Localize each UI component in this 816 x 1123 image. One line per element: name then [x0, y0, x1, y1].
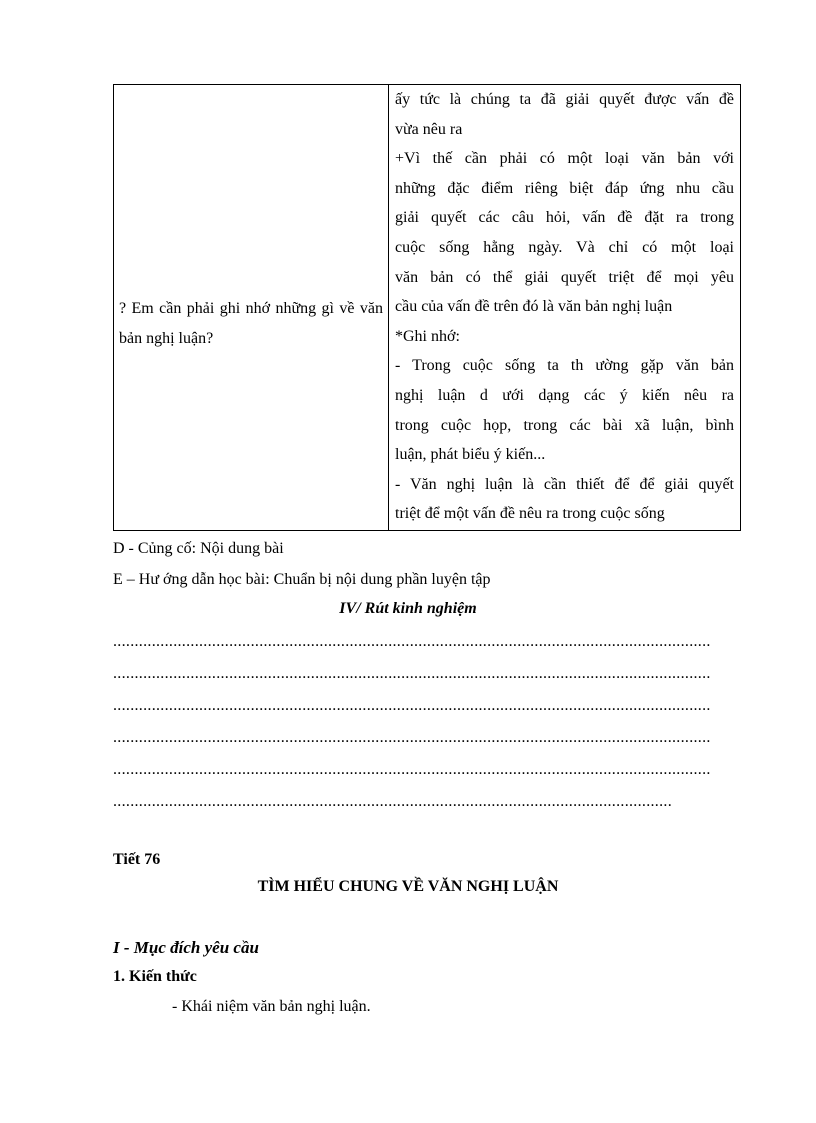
answer-line: những đặc điểm riêng biệt đáp ứng nhu cầu [395, 179, 734, 197]
section-purpose-heading: I - Mục đích yêu cầu [113, 938, 259, 957]
lesson-number: Tiết 76 [113, 851, 161, 868]
lesson-title: TÌM HIỂU CHUNG VỀ VĂN NGHỊ LUẬN [257, 878, 559, 895]
answer-cell [389, 85, 741, 531]
dotted-line: .................................................................................................................................. [113, 794, 672, 810]
homework-line: E – Hư ớng dẫn học bài: Chuẩn bị nội dung phần luyện tập [113, 571, 491, 588]
subsection-knowledge-heading: 1. Kiến thức [113, 968, 197, 985]
dotted-line: ........................................................................................................................................... [113, 698, 711, 714]
dotted-line: ........................................................................................................................................... [113, 634, 711, 650]
answer-line: triệt để một vấn đề nêu ra trong cuộc sống [395, 505, 665, 523]
answer-line: giải quyết các câu hỏi, vấn đề đặt ra trong [395, 209, 734, 227]
answer-line: nghị luận d ưới dạng các ý kiến nêu ra [395, 386, 734, 404]
experience-heading: IV/ Rút kinh nghiệm [339, 600, 477, 617]
answer-text [389, 85, 740, 529]
dotted-line: ........................................................................................................................................... [113, 730, 711, 746]
question-text: ? Em cần phải ghi nhớ những gì về văn bản nghị luận? [119, 300, 383, 347]
answer-line: ấy tức là chúng ta đã giải quyết được vấn đề [395, 91, 734, 108]
knowledge-item: - Khái niệm văn bản nghị luận. [172, 998, 371, 1015]
dotted-line: ........................................................................................................................................... [113, 666, 711, 682]
question-cell [114, 85, 389, 531]
answer-line: +Vì thế cần phải có một loại văn bản với [395, 150, 734, 168]
answer-line: - Trong cuộc sống ta th ường gặp văn bản [395, 357, 734, 375]
answer-line: trong cuộc họp, trong các bài xã luận, bình [395, 416, 734, 434]
answer-line: - Văn nghị luận là cần thiết để để giải quyết [395, 475, 734, 493]
qa-table [113, 84, 741, 531]
table-row [114, 85, 741, 531]
answer-line: cầu của vấn đề trên đó là văn bản nghị luận [395, 298, 673, 316]
answer-line: văn bản có thể giải quyết triệt để mọi yêu [395, 268, 734, 286]
answer-line: luận, phát biểu ý kiến... [395, 446, 546, 464]
dotted-line: ........................................................................................................................................... [113, 762, 711, 778]
answer-line: *Ghi nhớ: [395, 327, 460, 345]
answer-line: vừa nêu ra [395, 120, 463, 138]
answer-line: cuộc sống hằng ngày. Và chỉ có một loại [395, 238, 734, 256]
consolidation-line: D - Củng cố: Nội dung bài [113, 540, 284, 557]
